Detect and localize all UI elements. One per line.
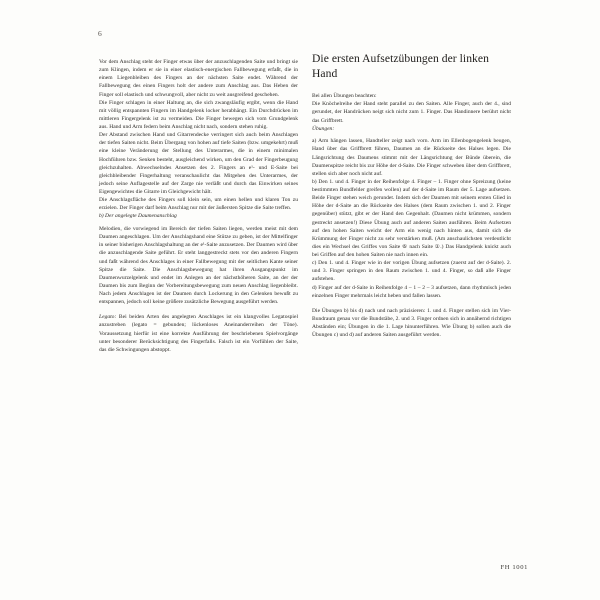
paragraph: Melodien, die vorwiegend im Bereich der tiefen Saiten liegen, werden meist mit dem Daumen angeschlagen. Um der Anschlagshand eine Stütze zu geben, ist der Mittelfinger in seiner bisherigen Anschlagshaltung an der e¹-Saite anzusetzen. Der Daumen wird über die anzuschlagende Saite geführt. Er steht langgestreckt stets vor den anderen Fingern und faßt während des Anschlages in einer Fallbewegung mit der seitlichen Kante seiner Spitze die Saite. Die Anschlagsbewegung hat ihren Ausgangspunkt im Daumenwurzelgelenk und endet im Anlegen an der nächsthöheren Saite, an der der Daumen bis zum Beginn der Vorbereitungsbewegung zum neuen Anschlag liegenbleibt. Nach jedem Anschlagen ist der Daumen durch Lockerung in den Gelenken bewußt zu entspannen, jedoch soll keine größere zusätzliche Bewegung ausgeführt werden. <box>99 226 298 306</box>
exercise-item-a: a) Arm hängen lassen, Handteller zeigt nach vorn. Arm im Ellenbogengelenk beugen, Hand über das Griffbrett führen, Daumen an die Rückseite des Halses legen. Die Längsrichtung des Daumens stimmt mit der Längsrichtung der Bünde überein, die Daumenspitze reicht bis zur Höhe der d-Saite. Die Finger schweben über dem Griffbrett, stellen sich aber noch nicht auf. <box>312 138 511 177</box>
legato-paragraph <box>99 313 298 354</box>
subheading-daumenanschlag: b) Der angelegte Daumenanschlag <box>99 213 177 220</box>
closing-paragraph: Die Übungen b) bis d) nach und nach präzisieren: 1. und 4. Finger stellen sich im Vier-Bundraum genau vor die Bundstäbe, 2. und 3. Finger ordnen sich in annähernd richtigen Abständen ein; Übungen in die 1. Lage hinunterführen. Wie Übung b) sollen auch die Übungen c) und d) auf anderen Saiten ausgeführt werden. <box>312 307 511 339</box>
page-number: 6 <box>98 29 102 38</box>
paragraph: Die Anschlagsfläche des Fingers soll klein sein, um einen hellen und klaren Ton zu erzielen. Der Finger darf beim Anschlag nur mit der äußersten Spitze die Saite treffen. <box>99 197 298 212</box>
exercise-item-d: d) Finger auf der d-Saite in Reihenfolge 4 – 1 – 2 – 3 aufsetzen, dann rhythmisch jeden einzelnen Finger mehrmals leicht heben und fallen lassen. <box>312 284 511 299</box>
exercise-item-c: c) Den 1. und 4. Finger wie in der vorigen Übung aufsetzen (zuerst auf der d-Saite). 2. und 3. Finger springen in den Raum zwischen 1. und 4. Finger, so daß alle Finger aufstehen. <box>312 260 511 283</box>
paragraph: Vor dem Anschlag steht der Finger etwas über der anzuschlagenden Saite und bringt sie zum Klingen, indem er sie in einer elastisch-energischen Fallbewegung erfaßt, die in einem Liegenbleiben des Fingers an der nächsten Saite endet. Während der Fallbewegung des einen Fingers holt der andere zum Anschlag aus. Das Heben der Finger soll elastisch und schwungvoll, aber nicht zu weit ausgreifend geschehen. <box>99 59 298 98</box>
exercise-item-b: b) Den 1. und 4. Finger in der Reihenfolge 4. Finger – 1. Finger ohne Spreizung (keine bestimmten Bundfelder greifen wollen) auf der d-Saite im Raum der 5. Lage aufsetzen. Beide Finger stehen weich gerundet. Indem sich der Daumen mit seinem ersten Glied in Höhe der d-Saite an die Rückseite des Halses (dem Raum zwischen 1. und 2. Finger gegenüber) stützt, gibt er der Hand den Gegenhalt. (Daumen nicht krümmen, sondern gestreckt ansetzen!) Diese Übung auch auf anderen Saiten ausführen. Beim Aufsetzen auf den hohen Saiten weicht der Arm ein wenig nach hinten aus, damit sich die Krümmung der Finger nicht zu sehr verstärken muß. (Am anschaulichsten verdeutlicht dies ein Wechsel des Griffes von Saite ⑥ nach Saite ①.) Das Handgelenk knickt auch bei Griffen auf den hohen Saiten nie nach innen ein. <box>312 178 511 259</box>
exercises-label: Übungen: <box>312 125 335 132</box>
section-heading: Die ersten Aufsetzübungen der linken Hand <box>312 52 489 80</box>
footer-code: FH 1001 <box>500 564 528 571</box>
legato-label: Legato: <box>99 314 117 321</box>
intro-lead: Bei allen Übungen beachten: <box>312 93 377 100</box>
right-column <box>312 52 511 354</box>
left-column <box>99 52 298 354</box>
intro-text: Die Knöchelreihe der Hand steht parallel zu den Saiten. Alle Finger, auch der 4., sind gerundet, der Handrücken neigt sich nicht zum 1. Finger. Das Handinnere berührt nicht das Griffbrett. <box>312 101 511 124</box>
two-column-body <box>99 52 512 354</box>
paragraph: Der Abstand zwischen Hand und Gitarrendecke verringert sich auch beim Anschlagen der tiefen Saiten nicht. Beim Übergang von hohen auf tiefe Saiten (bzw. umgekehrt) muß eine kleine Veränderung der Stellung des Unterarmes, die in einem minimalen Hochführen bzw. Senken besteht, ausgleichend wirken, um den Grad der Fingerbeugung gleichzuhalten. Abwechselndes Ansetzen des 2. Fingers an e¹- und E-Saite bei gleichbleibender Fingerhaltung veranschaulicht das Mitgehen des Unterarmes, der jedoch seine Auflagestelle auf der Zarge nie verläßt und durch das Einwirken seines Eigengewichtes die Gitarre im Gleichgewicht hält. <box>99 132 298 195</box>
paragraph: Die Finger schlagen in einer Haltung an, die sich zwangsläufig ergibt, wenn die Hand mit völlig entspannten Fingern im Handgelenk locker herabhängt. Ein Durchdrücken im mittleren Fingergelenk ist zu vermeiden. Die Finger bewegen sich vom Grundgelenk aus. Hand und Arm federn beim Anschlag nicht nach, sondern stehen ruhig. <box>99 99 298 130</box>
legato-text: Bei beiden Arten des angelegten Anschlages ist ein klangvolles Legatospiel anzustreben (legato = gebunden; lückenloses Aneinanderreihen der Töne). Voraussetzung hierfür ist eine korrekte Ausführung der beschriebenen Spielvorgänge unter besonderer Berücksichtigung des Fingerfalls. Falsch ist ein Vorfühlen der Saite, das die Schwingungen abstoppt. <box>99 314 298 353</box>
